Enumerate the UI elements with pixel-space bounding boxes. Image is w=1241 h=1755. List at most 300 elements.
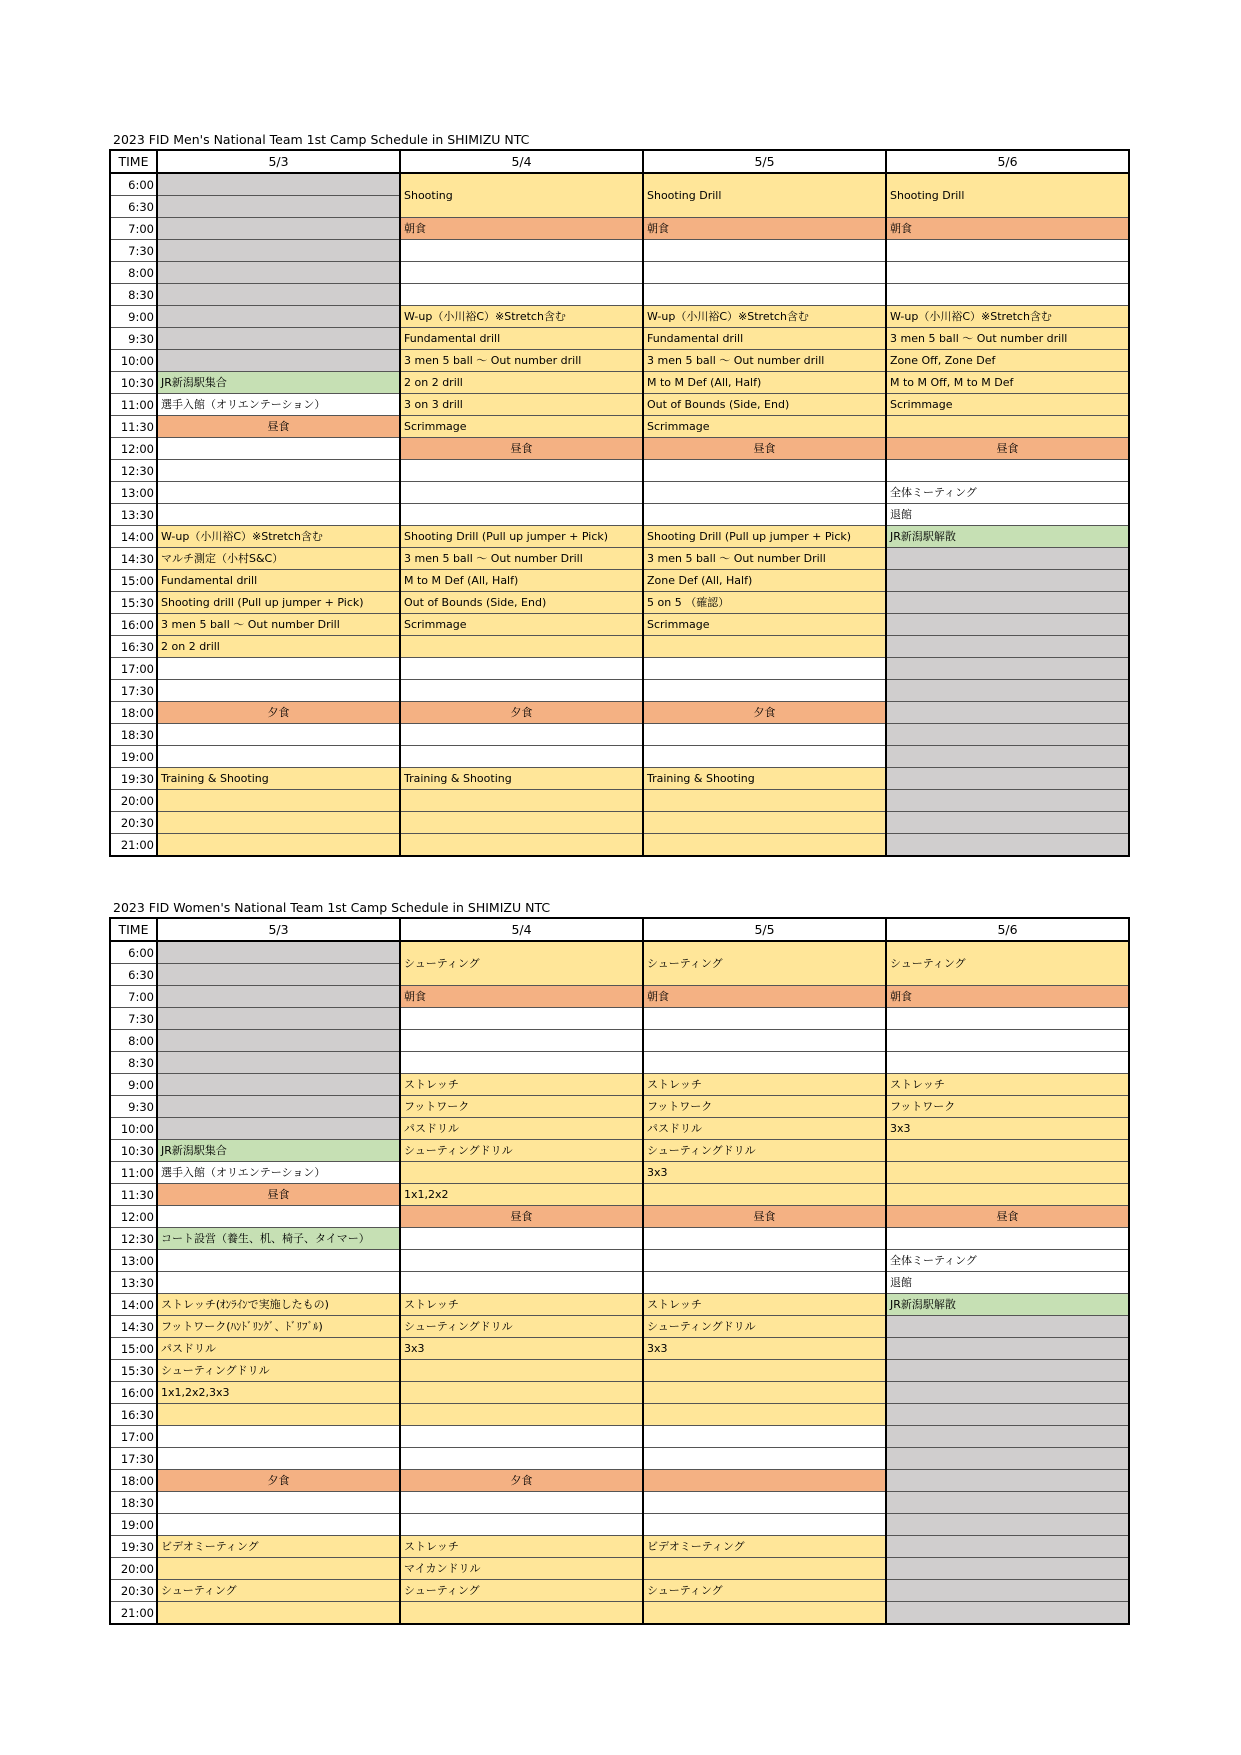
men-schedule [109,131,1130,857]
schedule-cell: W-up（小川裕C）※Stretch含む [643,306,886,328]
schedule-cell [157,482,400,504]
schedule-cell [400,504,643,526]
schedule-cell: Out of Bounds (Side, End) [643,394,886,416]
schedule-cell [643,1008,886,1030]
schedule-cell [886,1470,1129,1492]
schedule-cell [643,504,886,526]
schedule-cell [886,1426,1129,1448]
schedule-cell [157,746,400,768]
schedule-cell [643,658,886,680]
day-header: 5/5 [643,150,886,173]
women-schedule [109,899,1130,1625]
schedule-cell: 朝食 [400,218,643,240]
schedule-cell [886,416,1129,438]
schedule-cell: パスドリル [157,1338,400,1360]
schedule-row [110,746,1129,768]
schedule-cell: Shooting Drill [643,173,886,218]
time-cell: 13:30 [110,1272,157,1294]
schedule-row [110,218,1129,240]
schedule-cell [886,1316,1129,1338]
schedule-cell [643,746,886,768]
schedule-cell: フットワーク(ﾊﾝﾄﾞﾘﾝｸﾞ、ﾄﾞﾘﾌﾞﾙ) [157,1316,400,1338]
schedule-cell [643,1360,886,1382]
schedule-row [110,284,1129,306]
schedule-cell [643,1250,886,1272]
schedule-cell [157,1074,400,1096]
schedule-cell [886,284,1129,306]
schedule-cell: フットワーク [400,1096,643,1118]
schedule-cell [157,306,400,328]
schedule-cell: シューティング [400,1580,643,1602]
schedule-cell [157,986,400,1008]
schedule-cell: 昼食 [157,416,400,438]
schedule-cell [643,482,886,504]
schedule-cell [400,680,643,702]
schedule-cell [643,1382,886,1404]
day-header: 5/4 [400,918,643,941]
time-cell: 7:00 [110,218,157,240]
schedule-row [110,592,1129,614]
day-header: 5/3 [157,150,400,173]
schedule-cell [400,1162,643,1184]
women-schedule-title: 2023 FID Women's National Team 1st Camp Schedule in SHIMIZU NTC [113,900,551,915]
schedule-row [110,1514,1129,1536]
schedule-cell: シューティング [643,941,886,986]
schedule-cell [400,1492,643,1514]
schedule-cell [157,1558,400,1580]
schedule-cell [157,724,400,746]
schedule-cell [643,1228,886,1250]
schedule-cell: Shooting Drill (Pull up jumper + Pick) [643,526,886,548]
schedule-cell [643,1448,886,1470]
schedule-cell: Zone Def (All, Half) [643,570,886,592]
schedule-cell [157,1096,400,1118]
schedule-cell: Fundamental drill [643,328,886,350]
schedule-cell: Shooting Drill (Pull up jumper + Pick) [400,526,643,548]
schedule-cell [400,240,643,262]
schedule-cell [643,812,886,834]
schedule-cell: シューティングドリル [400,1316,643,1338]
schedule-cell [643,1052,886,1074]
time-cell: 15:00 [110,570,157,592]
schedule-cell [643,1514,886,1536]
schedule-cell [400,834,643,857]
schedule-row [110,482,1129,504]
schedule-cell: W-up（小川裕C）※Stretch含む [886,306,1129,328]
time-cell: 17:00 [110,658,157,680]
schedule-cell [400,812,643,834]
schedule-row [110,240,1129,262]
schedule-cell: Shooting Drill [886,173,1129,218]
schedule-row [110,1338,1129,1360]
time-cell: 16:00 [110,1382,157,1404]
time-cell: 11:30 [110,416,157,438]
schedule-row [110,834,1129,857]
schedule-cell: シューティング [157,1580,400,1602]
schedule-cell [643,724,886,746]
schedule-cell [157,262,400,284]
schedule-cell: ストレッチ [643,1294,886,1316]
schedule-cell [400,1030,643,1052]
schedule-cell [886,1008,1129,1030]
time-cell: 12:00 [110,438,157,460]
schedule-cell [886,262,1129,284]
schedule-row [110,1602,1129,1625]
schedule-row [110,306,1129,328]
schedule-cell: Shooting drill (Pull up jumper + Pick) [157,592,400,614]
schedule-cell [886,1382,1129,1404]
schedule-cell [400,1272,643,1294]
day-header: 5/6 [886,918,1129,941]
schedule-cell [157,284,400,306]
schedule-cell [886,702,1129,724]
schedule-cell [886,1184,1129,1206]
schedule-cell [157,1008,400,1030]
time-cell: 16:00 [110,614,157,636]
schedule-cell: 3x3 [643,1162,886,1184]
schedule-cell: 退館 [886,504,1129,526]
schedule-cell [400,1404,643,1426]
time-cell: 14:00 [110,526,157,548]
schedule-cell [886,1140,1129,1162]
time-cell: 19:00 [110,746,157,768]
schedule-cell [886,614,1129,636]
schedule-cell [643,1404,886,1426]
schedule-cell: 夕食 [157,1470,400,1492]
schedule-cell: マルチ測定（小村S&C） [157,548,400,570]
schedule-row [110,416,1129,438]
schedule-cell [400,1228,643,1250]
schedule-row [110,438,1129,460]
schedule-cell [886,1404,1129,1426]
schedule-cell: シューティング [400,941,643,986]
schedule-cell: 昼食 [886,1206,1129,1228]
schedule-row [110,1382,1129,1404]
schedule-row [110,1030,1129,1052]
time-cell: 10:00 [110,1118,157,1140]
schedule-cell [886,812,1129,834]
schedule-row [110,1184,1129,1206]
schedule-cell [157,1118,400,1140]
time-cell: 13:00 [110,1250,157,1272]
schedule-cell [886,460,1129,482]
day-header: 5/5 [643,918,886,941]
schedule-row [110,394,1129,416]
schedule-cell: 全体ミーティング [886,1250,1129,1272]
schedule-cell [157,438,400,460]
schedule-cell [157,1514,400,1536]
schedule-row [110,1074,1129,1096]
schedule-cell [643,240,886,262]
schedule-cell [886,834,1129,857]
time-cell: 8:30 [110,1052,157,1074]
schedule-cell: ビデオミーティング [157,1536,400,1558]
schedule-cell: シューティングドリル [400,1140,643,1162]
time-cell: 12:30 [110,460,157,482]
time-cell: 17:30 [110,680,157,702]
schedule-row [110,1470,1129,1492]
time-cell: 7:00 [110,986,157,1008]
schedule-row [110,548,1129,570]
schedule-cell [157,460,400,482]
time-cell: 19:30 [110,768,157,790]
schedule-cell: M to M Def (All, Half) [643,372,886,394]
schedule-row [110,350,1129,372]
schedule-cell: 選手入館（オリエンテーション） [157,394,400,416]
time-cell: 14:30 [110,548,157,570]
schedule-row [110,262,1129,284]
time-cell: 10:00 [110,350,157,372]
schedule-cell [157,658,400,680]
schedule-cell: 夕食 [400,702,643,724]
schedule-cell: JR新潟駅集合 [157,372,400,394]
schedule-cell [400,482,643,504]
schedule-cell [886,592,1129,614]
schedule-cell [157,1448,400,1470]
schedule-cell [886,636,1129,658]
time-cell: 18:00 [110,702,157,724]
time-cell: 19:30 [110,1536,157,1558]
time-cell: 7:30 [110,1008,157,1030]
schedule-cell: Scrimmage [400,416,643,438]
schedule-cell [400,262,643,284]
time-cell: 21:00 [110,1602,157,1625]
time-cell: 20:00 [110,1558,157,1580]
schedule-cell: JR新潟駅解散 [886,526,1129,548]
schedule-row [110,1206,1129,1228]
schedule-cell: Training & Shooting [400,768,643,790]
schedule-cell: コート設営（養生、机、椅子、タイマー） [157,1228,400,1250]
schedule-cell: 3 men 5 ball ～ Out number drill [886,328,1129,350]
schedule-cell [400,790,643,812]
schedule-row [110,724,1129,746]
time-cell: 14:00 [110,1294,157,1316]
schedule-row [110,702,1129,724]
schedule-cell: 夕食 [157,702,400,724]
schedule-cell: ストレッチ [400,1536,643,1558]
time-cell: 8:00 [110,262,157,284]
schedule-row [110,1096,1129,1118]
time-cell: 6:00 [110,173,157,196]
schedule-cell: Zone Off, Zone Def [886,350,1129,372]
schedule-cell: 朝食 [886,986,1129,1008]
schedule-row [110,1448,1129,1470]
schedule-cell: 昼食 [643,438,886,460]
day-header: 5/4 [400,150,643,173]
schedule-row [110,526,1129,548]
schedule-cell [886,1030,1129,1052]
time-header: TIME [110,918,157,941]
time-cell: 6:00 [110,941,157,964]
schedule-cell: 3 men 5 ball ～ Out number drill [400,350,643,372]
schedule-cell [643,460,886,482]
schedule-cell: M to M Def (All, Half) [400,570,643,592]
schedule-cell [157,812,400,834]
schedule-cell: Scrimmage [643,614,886,636]
women-schedule-table [109,917,1130,1625]
time-cell: 15:00 [110,1338,157,1360]
schedule-cell [643,262,886,284]
time-header: TIME [110,150,157,173]
schedule-row [110,1162,1129,1184]
time-cell: 12:00 [110,1206,157,1228]
day-header: 5/3 [157,918,400,941]
schedule-cell: W-up（小川裕C）※Stretch含む [400,306,643,328]
schedule-cell [643,790,886,812]
schedule-row [110,1360,1129,1382]
schedule-row [110,790,1129,812]
schedule-cell [157,1206,400,1228]
schedule-row [110,1426,1129,1448]
schedule-cell: 朝食 [886,218,1129,240]
schedule-cell: M to M Off, M to M Def [886,372,1129,394]
time-cell: 14:30 [110,1316,157,1338]
time-cell: 16:30 [110,1404,157,1426]
schedule-cell [886,790,1129,812]
men-schedule-table [109,149,1130,857]
schedule-row [110,614,1129,636]
time-cell: 18:30 [110,1492,157,1514]
schedule-cell: 夕食 [643,702,886,724]
time-cell: 9:00 [110,306,157,328]
schedule-cell [157,196,400,218]
schedule-cell [643,1492,886,1514]
schedule-cell [157,1250,400,1272]
schedule-row [110,941,1129,964]
schedule-cell [157,941,400,964]
schedule-cell: シューティングドリル [643,1140,886,1162]
schedule-cell [157,328,400,350]
schedule-cell: 昼食 [400,1206,643,1228]
day-header: 5/6 [886,150,1129,173]
schedule-cell [886,1558,1129,1580]
time-cell: 15:30 [110,1360,157,1382]
schedule-row [110,1272,1129,1294]
schedule-cell [400,658,643,680]
schedule-cell: シューティング [643,1580,886,1602]
schedule-cell: 夕食 [400,1470,643,1492]
schedule-cell [400,636,643,658]
schedule-cell [886,1338,1129,1360]
time-cell: 13:00 [110,482,157,504]
schedule-cell [886,1580,1129,1602]
schedule-cell [886,1162,1129,1184]
schedule-cell [886,1448,1129,1470]
schedule-row [110,1294,1129,1316]
schedule-cell: Scrimmage [886,394,1129,416]
schedule-cell: 昼食 [886,438,1129,460]
schedule-cell: 全体ミーティング [886,482,1129,504]
schedule-row [110,1228,1129,1250]
schedule-cell [157,173,400,196]
time-cell: 9:30 [110,1096,157,1118]
schedule-cell [886,548,1129,570]
schedule-cell [886,658,1129,680]
schedule-row [110,1052,1129,1074]
schedule-cell: 3x3 [886,1118,1129,1140]
time-cell: 8:00 [110,1030,157,1052]
schedule-row [110,372,1129,394]
schedule-cell: 3 men 5 ball ～ Out number Drill [157,614,400,636]
schedule-cell [157,1272,400,1294]
schedule-cell: Fundamental drill [400,328,643,350]
schedule-cell: Scrimmage [400,614,643,636]
schedule-cell [643,1272,886,1294]
schedule-cell: シューティングドリル [157,1360,400,1382]
schedule-cell [886,570,1129,592]
schedule-cell [400,1602,643,1625]
time-cell: 11:00 [110,394,157,416]
schedule-cell [886,724,1129,746]
schedule-row [110,1316,1129,1338]
schedule-cell [886,680,1129,702]
schedule-cell [886,1360,1129,1382]
schedule-cell [157,350,400,372]
schedule-cell [157,218,400,240]
schedule-row [110,1250,1129,1272]
schedule-cell [400,1426,643,1448]
schedule-cell: ストレッチ [643,1074,886,1096]
schedule-cell: Scrimmage [643,416,886,438]
time-cell: 17:00 [110,1426,157,1448]
schedule-row [110,1536,1129,1558]
schedule-cell: 3x3 [400,1338,643,1360]
time-cell: 20:30 [110,1580,157,1602]
schedule-cell: Training & Shooting [157,768,400,790]
schedule-row [110,658,1129,680]
time-cell: 8:30 [110,284,157,306]
schedule-cell [886,1492,1129,1514]
time-cell: 19:00 [110,1514,157,1536]
schedule-cell [643,1030,886,1052]
schedule-cell [157,680,400,702]
schedule-row [110,1580,1129,1602]
schedule-cell: ストレッチ [886,1074,1129,1096]
schedule-cell: Training & Shooting [643,768,886,790]
time-cell: 20:00 [110,790,157,812]
schedule-cell [157,1426,400,1448]
schedule-cell [157,1030,400,1052]
time-cell: 20:30 [110,812,157,834]
schedule-cell [643,636,886,658]
schedule-cell [400,724,643,746]
schedule-row [110,768,1129,790]
time-cell: 10:30 [110,1140,157,1162]
schedule-cell: 朝食 [643,218,886,240]
schedule-cell: 選手入館（オリエンテーション） [157,1162,400,1184]
schedule-cell [157,790,400,812]
schedule-cell [400,1360,643,1382]
schedule-cell: フットワーク [643,1096,886,1118]
schedule-cell: Shooting [400,173,643,218]
time-cell: 12:30 [110,1228,157,1250]
schedule-cell [886,746,1129,768]
schedule-cell: 退館 [886,1272,1129,1294]
schedule-row [110,680,1129,702]
schedule-cell [886,1052,1129,1074]
schedule-cell: パスドリル [400,1118,643,1140]
schedule-row [110,460,1129,482]
schedule-cell [886,240,1129,262]
schedule-cell [400,1448,643,1470]
schedule-cell [643,1184,886,1206]
schedule-cell [157,1602,400,1625]
schedule-cell [886,1536,1129,1558]
schedule-row [110,328,1129,350]
schedule-row [110,1558,1129,1580]
time-cell: 6:30 [110,964,157,986]
schedule-cell: マイカンドリル [400,1558,643,1580]
